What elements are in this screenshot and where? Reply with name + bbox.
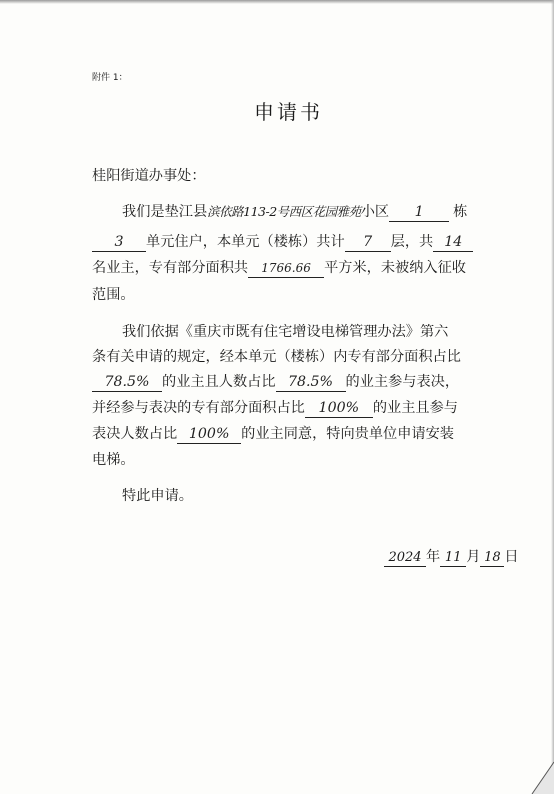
signing-date [384, 547, 519, 567]
para2-line1: 我们依据《重庆市既有住宅增设电梯管理办法》第六 [122, 324, 449, 340]
para2-line2: 条有关申请的规定，经本单元（楼栋）内专有部分面积占比 [92, 349, 461, 365]
para1-community-label: 小区 [360, 204, 390, 220]
para1-line4: 范围。 [92, 287, 135, 303]
closing-text: 特此申请。 [122, 488, 193, 504]
owner-ratio-field: 78.5% [276, 374, 346, 392]
area-field: 1766.66 [248, 260, 324, 278]
area-ratio-field: 78.5% [92, 374, 162, 392]
scan-edge-top [0, 0, 554, 4]
para1-building-unit: 栋 [453, 204, 468, 220]
para2-consent-text: 的业主同意，特向贵单位申请安装 [241, 426, 454, 442]
date-day-unit: 日 [504, 549, 519, 565]
para1-unit-text: 单元住户，本单元（楼栋）共计 [146, 234, 345, 250]
addressee: 桂阳街道办事处： [92, 168, 206, 184]
para1-line1 [122, 202, 467, 222]
attachment-label: 附件 1： [92, 73, 128, 83]
vote-owner-ratio-field: 100% [177, 426, 241, 444]
para2-vote-area-text: 并经参与表决的专有部分面积占比 [92, 400, 305, 416]
date-year-unit: 年 [426, 549, 441, 565]
date-day: 18 [480, 549, 504, 567]
para1-area-text: 平方米，未被纳入征收 [324, 260, 466, 276]
vote-area-ratio-field: 100% [305, 400, 373, 418]
para2-line5 [92, 424, 454, 444]
document-title: 申请书 [254, 100, 323, 124]
unit-number-field: 3 [92, 234, 146, 252]
para2-vote-owner-text: 的业主且参与 [372, 400, 458, 416]
para2-owner-ratio-text: 的业主且人数占比 [162, 374, 276, 390]
date-month-unit: 月 [466, 549, 481, 565]
date-month: 11 [440, 549, 466, 567]
para2-line4 [92, 398, 458, 418]
para1-owners-text: 名业主，专有部分面积共 [92, 260, 249, 276]
date-year: 2024 [384, 549, 426, 567]
para1-line3 [92, 258, 466, 278]
building-number-field: 1 [389, 204, 449, 222]
para2-line3 [92, 372, 459, 392]
para1-line2 [92, 232, 473, 252]
floors-field: 7 [345, 234, 391, 252]
para2-vote-text: 的业主参与表决， [345, 374, 460, 390]
owners-field: 14 [433, 234, 473, 252]
para2-line6: 电梯。 [92, 452, 135, 468]
road-handwritten: 滨依路113-2号西区花园雅苑 [207, 204, 361, 219]
para1-prefix: 我们是垫江县 [122, 204, 208, 220]
para2-owner-count-text: 表决人数占比 [92, 426, 178, 442]
page-corner-curl [514, 754, 554, 794]
para1-floors-text: 层，共 [390, 234, 434, 250]
